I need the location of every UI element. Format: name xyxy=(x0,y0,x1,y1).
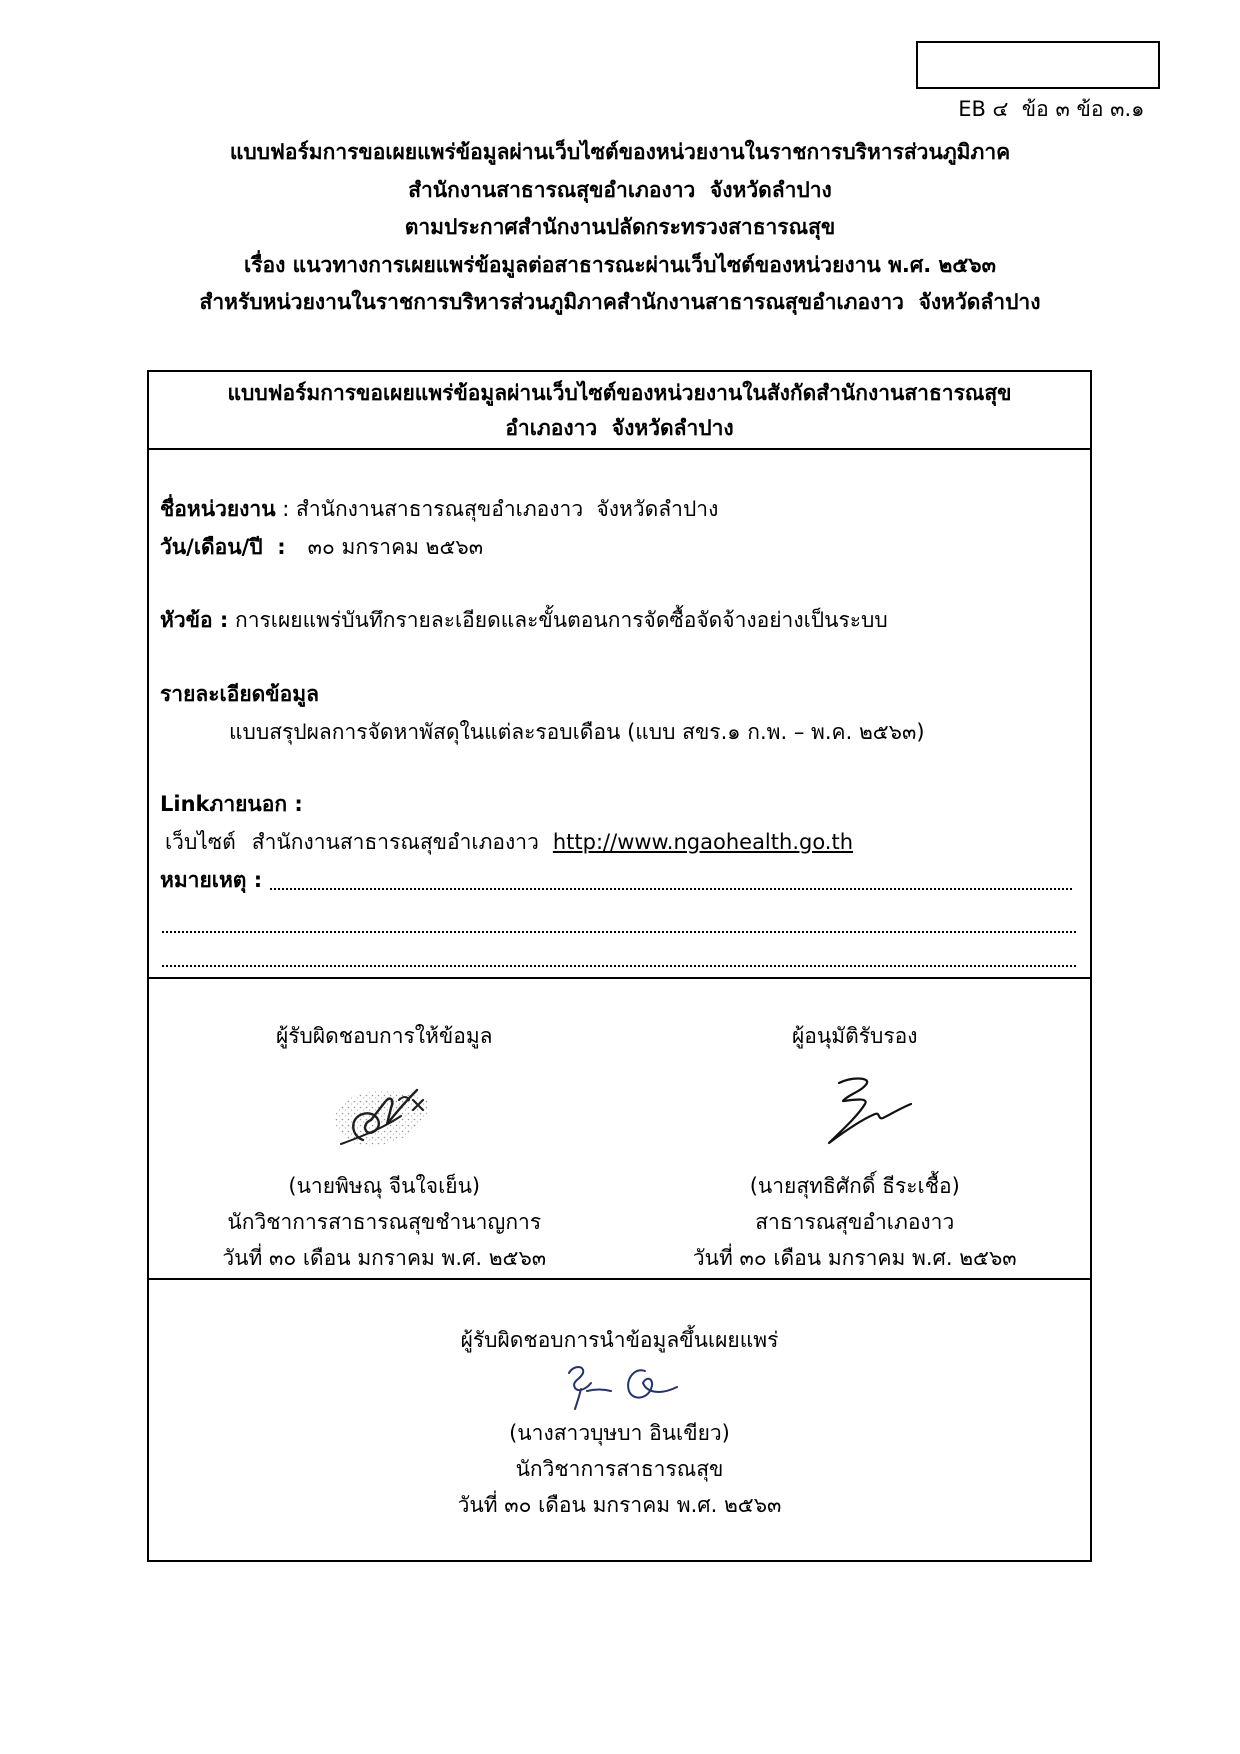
provider-date: วันที่ ๓๐ เดือน มกราคม พ.ศ. ๒๕๖๓ xyxy=(222,1245,547,1270)
approver-date: วันที่ ๓๐ เดือน มกราคม พ.ศ. ๒๕๖๓ xyxy=(692,1245,1017,1270)
publisher-signature xyxy=(557,1361,683,1413)
publisher-role: ผู้รับผิดชอบการนำข้อมูลขึ้นเผยแพร่ xyxy=(460,1327,779,1352)
publisher-signature-block xyxy=(149,1278,1090,1560)
provider-position: นักวิชาการสาธารณสุขชำนาญการ xyxy=(227,1209,542,1234)
approver-signature-area xyxy=(620,1055,1091,1168)
form-title xyxy=(149,372,1090,448)
website-link[interactable]: http://www.ngaohealth.go.th xyxy=(552,829,854,854)
approver-position: สาธารณสุขอำเภองาว xyxy=(755,1209,955,1234)
provider-signature-block xyxy=(149,979,620,1278)
provider-signature xyxy=(329,1070,439,1152)
website-label: เว็บไซต์ xyxy=(165,829,236,854)
details-value: แบบสรุปผลการจัดหาพัสดุในแต่ละรอบเดือน (แบบ สขร.๑ ก.พ. – พ.ค. ๒๕๖๓) xyxy=(229,719,925,744)
remarks-dotted-line-2 xyxy=(162,899,1076,933)
document-header xyxy=(100,134,1140,322)
remarks-dotted-line-3 xyxy=(162,933,1076,967)
publisher-signature-area xyxy=(149,1359,1090,1415)
provider-role: ผู้รับผิดชอบการให้ข้อมูล xyxy=(275,1023,493,1048)
approver-signature xyxy=(817,1073,913,1149)
header-line-4: เรื่อง แนวทางการเผยแพร่ข้อมูลต่อสาธารณะผ่านเว็บไซต์ของหน่วยงาน พ.ศ. ๒๕๖๓ xyxy=(244,252,996,277)
form-title-line-2: อำเภองาว จังหวัดลำปาง xyxy=(505,415,734,440)
publisher-position: นักวิชาการสาธารณสุข xyxy=(515,1456,724,1481)
provider-signature-area xyxy=(149,1055,620,1168)
publisher-date: วันที่ ๓๐ เดือน มกราคม พ.ศ. ๒๕๖๓ xyxy=(457,1492,782,1517)
date-label: วัน/เดือน/ปี : xyxy=(160,534,286,559)
reference-code-box xyxy=(916,41,1160,121)
website-name: สำนักงานสาธารณสุขอำเภองาว xyxy=(251,829,539,854)
header-line-3: ตามประกาศสำนักงานปลัดกระทรวงสาธารณสุข xyxy=(404,215,836,239)
topic-field xyxy=(160,601,1072,639)
signature-section xyxy=(149,977,1090,1278)
topic-label: หัวข้อ : xyxy=(160,607,229,632)
header-line-1: แบบฟอร์มการขอเผยแพร่ข้อมูลผ่านเว็บไซต์ของหน่วยงานในราชการบริหารส่วนภูมิภาค xyxy=(229,140,1011,164)
form-details-section xyxy=(149,448,1090,977)
form-title-line-1: แบบฟอร์มการขอเผยแพร่ข้อมูลผ่านเว็บไซต์ของหน่วยงานในสังกัดสำนักงานสาธารณสุข xyxy=(227,380,1012,405)
approver-role: ผู้อนุมัติรับรอง xyxy=(791,1023,918,1048)
agency-label: ชื่อหน่วยงาน xyxy=(160,496,276,521)
publisher-name: (นางสาวบุษบา อินเขียว) xyxy=(509,1420,730,1445)
approver-signature-block xyxy=(620,979,1091,1278)
external-link-label: Linkภายนอก : xyxy=(160,791,303,816)
details-label: รายละเอียดข้อมูล xyxy=(160,681,319,706)
agency-value: : สำนักงานสาธารณสุขอำเภองาว จังหวัดลำปาง xyxy=(282,496,719,521)
date-field xyxy=(160,528,1072,566)
remarks-dotted-line xyxy=(270,888,1072,890)
website-field xyxy=(160,823,1072,861)
agency-field xyxy=(160,490,1072,528)
topic-value: การเผยแพร่บันทึกรายละเอียดและขั้นตอนการจัดซื้อจัดจ้างอย่างเป็นระบบ xyxy=(235,607,888,632)
remarks-label: หมายเหตุ : xyxy=(160,867,263,892)
request-form xyxy=(147,370,1092,1562)
reference-code: EB ๔ ข้อ ๓ ข้อ ๓.๑ xyxy=(958,97,1145,121)
remarks-field xyxy=(160,861,1072,899)
date-value: ๓๐ มกราคม ๒๕๖๓ xyxy=(307,534,484,559)
provider-name: (นายพิษณุ จีนใจเย็น) xyxy=(288,1173,481,1198)
approver-name: (นายสุทธิศักดิ์ ธีระเชื้อ) xyxy=(749,1173,960,1198)
header-line-2: สำนักงานสาธารณสุขอำเภองาว จังหวัดลำปาง xyxy=(408,177,832,202)
header-line-5: สำหรับหน่วยงานในราชการบริหารส่วนภูมิภาคสำนักงานสาธารณสุขอำเภองาว จังหวัดลำปาง xyxy=(199,290,1041,314)
